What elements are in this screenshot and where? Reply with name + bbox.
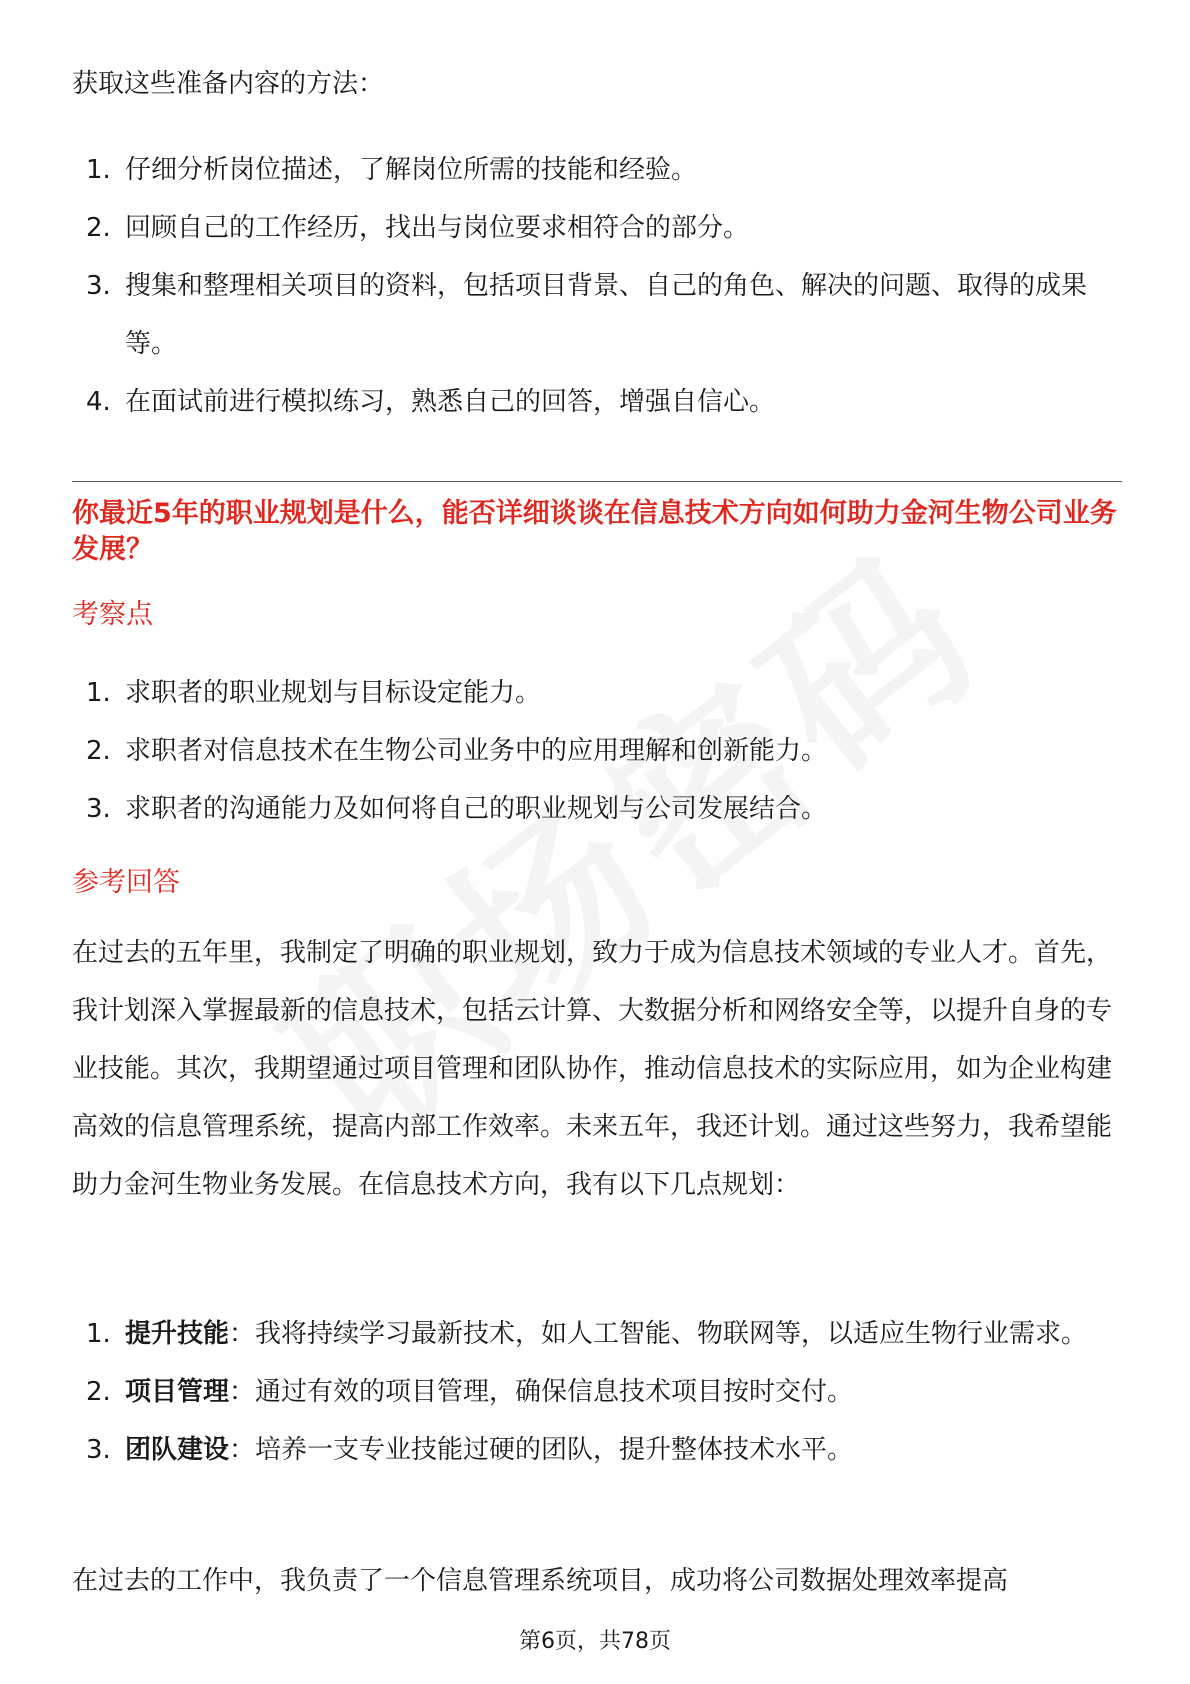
- list-item-text: 通过有效的项目管理，确保信息技术项目按时交付。: [255, 1377, 854, 1407]
- list-number: 3.: [86, 271, 111, 301]
- list-item-text: 培养一支专业技能过硬的团队，提升整体技术水平。: [255, 1435, 854, 1465]
- list-item: [72, 1363, 1122, 1421]
- list-number: 2.: [86, 1377, 111, 1407]
- list-item: [72, 257, 1122, 373]
- list-number: 1.: [86, 678, 111, 708]
- list-item: [72, 199, 1122, 257]
- plan-separator: ：: [229, 1319, 256, 1349]
- list-number: 4.: [86, 387, 111, 417]
- question-title: 你最近5年的职业规划是什么，能否详细谈谈在信息技术方向如何助力金河生物公司业务发展？: [72, 498, 1117, 565]
- plan-term: 提升技能: [125, 1319, 230, 1349]
- list-item-text: 在面试前进行模拟练习，熟悉自己的回答，增强自信心。: [125, 387, 776, 417]
- closing-paragraph: 在过去的工作中，我负责了一个信息管理系统项目，成功将公司数据处理效率提高: [72, 1566, 1009, 1596]
- list-number: 2.: [86, 736, 111, 766]
- list-item-text: 求职者的沟通能力及如何将自己的职业规划与公司发展结合。: [125, 794, 828, 824]
- list-item: [72, 373, 1122, 431]
- intro-text: 获取这些准备内容的方法：: [72, 69, 385, 99]
- plan-term: 项目管理: [125, 1377, 230, 1407]
- list-item-text: 仔细分析岗位描述，了解岗位所需的技能和经验。: [125, 155, 698, 185]
- list-item-text: 回顾自己的工作经历，找出与岗位要求相符合的部分。: [125, 213, 750, 243]
- exam-points-heading: 考察点: [72, 599, 153, 630]
- list-number: 3.: [86, 1435, 111, 1465]
- list-item: [72, 141, 1122, 199]
- plan-separator: ：: [229, 1377, 256, 1407]
- reference-answer-heading: 参考回答: [72, 867, 180, 898]
- answer-paragraph: 在过去的五年里，我制定了明确的职业规划，致力于成为信息技术领域的专业人才。首先，我计划深入掌握最新的信息技术，包括云计算、大数据分析和网络安全等，以提升自身的专业技能。其次，我期望通过项目管理和团队协作，推动信息技术的实际应用，如为企业构建高效的信息管理系统，提高内部工作效率。未来五年，我还计划。通过这些努力，我希望能助力金河生物业务发展。在信息技术方向，我有以下几点规划：: [72, 938, 1113, 1200]
- list-number: 1.: [86, 155, 111, 185]
- plans-list: [72, 1305, 1122, 1479]
- page-footer: 第6页，共78页: [519, 1629, 671, 1654]
- list-item-text: 我将持续学习最新技术，如人工智能、物联网等，以适应生物行业需求。: [255, 1319, 1088, 1349]
- exam-points-list: [72, 664, 1122, 838]
- list-item-text: 求职者对信息技术在生物公司业务中的应用理解和创新能力。: [125, 736, 828, 766]
- list-item-text: 搜集和整理相关项目的资料，包括项目背景、自己的角色、解决的问题、取得的成果等。: [125, 271, 1088, 359]
- list-number: 3.: [86, 794, 111, 824]
- list-item-text: 求职者的职业规划与目标设定能力。: [125, 678, 542, 708]
- list-item: [72, 1305, 1122, 1363]
- plan-term: 团队建设: [125, 1435, 230, 1465]
- list-item: [72, 1421, 1122, 1479]
- plan-separator: ：: [229, 1435, 256, 1465]
- section-divider: [72, 481, 1122, 482]
- list-item: [72, 722, 1122, 780]
- list-number: 1.: [86, 1319, 111, 1349]
- list-item: [72, 780, 1122, 838]
- methods-list: [72, 141, 1122, 431]
- list-item: [72, 664, 1122, 722]
- list-number: 2.: [86, 213, 111, 243]
